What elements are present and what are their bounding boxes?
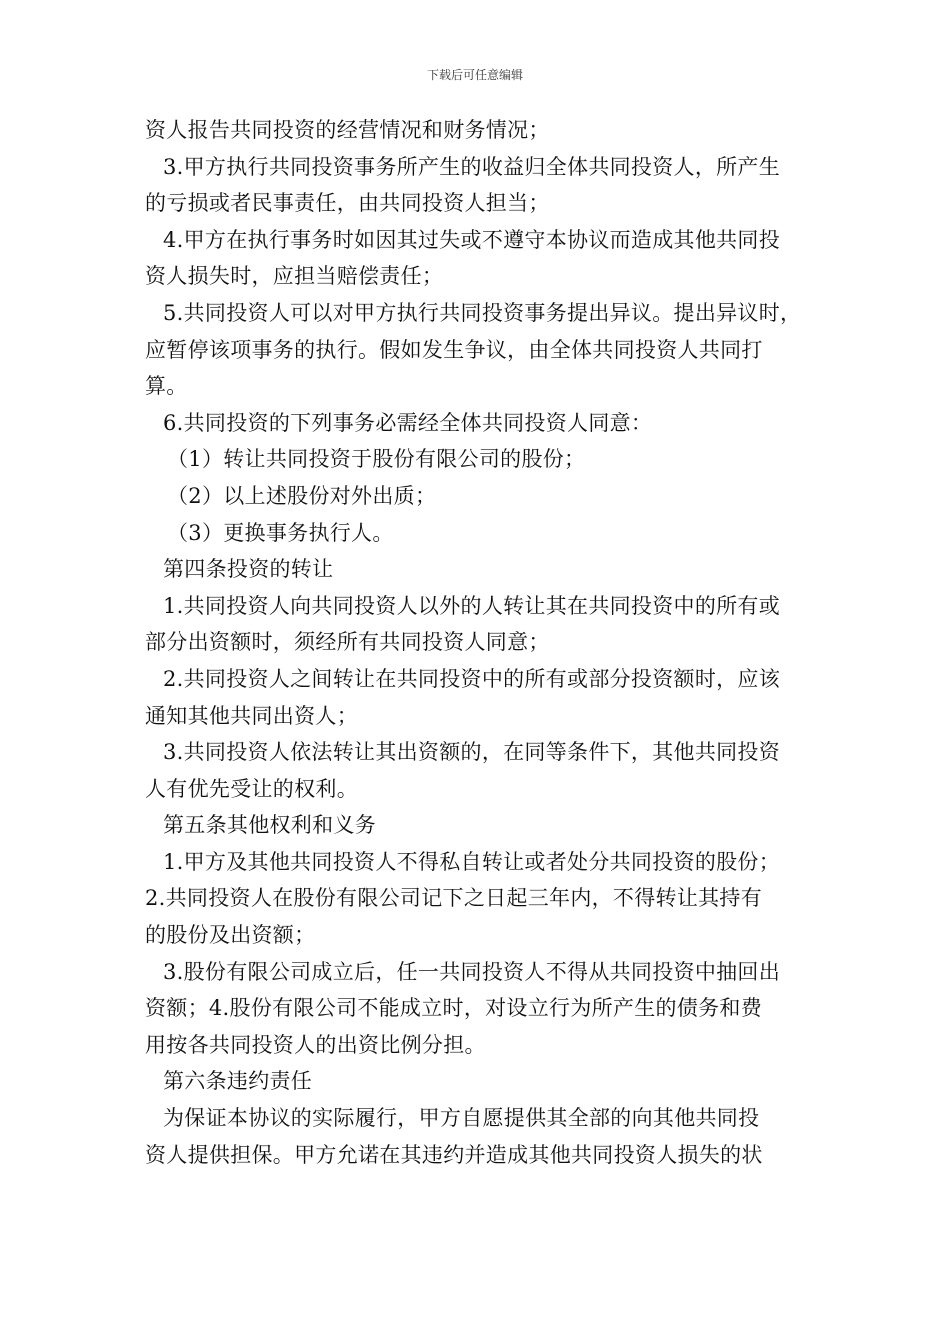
text-line: 1.共同投资人向共同投资人以外的人转让其在共同投资中的所有或: [163, 593, 781, 618]
text-line: 应暂停该项事务的执行。假如发生争议，由全体共同投资人共同打: [145, 337, 763, 362]
document-body: [145, 112, 817, 1173]
text-line: （1）转让共同投资于股份有限公司的股份；: [167, 447, 586, 472]
text-line: 4.甲方在执行事务时如因其过失或不遵守本协议而造成其他共同投: [163, 227, 781, 252]
text-line: 人有优先受让的权利。: [145, 776, 358, 801]
text-line: 部分出资额时，须经所有共同投资人同意；: [145, 630, 550, 655]
text-line: （3）更换事务执行人。: [167, 520, 394, 545]
text-line: 第四条投资的转让: [163, 557, 334, 582]
text-line: 2.共同投资人在股份有限公司记下之日起三年内，不得转让其持有: [145, 886, 763, 911]
text-line: 的亏损或者民事责任，由共同投资人担当；: [145, 191, 550, 216]
page-header: 下载后可任意编辑: [426, 68, 523, 82]
text-line: 资人提供担保。甲方允诺在其违约并造成其他共同投资人损失的状: [145, 1142, 763, 1167]
text-line: 1.甲方及其他共同投资人不得私自转让或者处分共同投资的股份；: [163, 849, 781, 874]
text-line: 3.股份有限公司成立后，任一共同投资人不得从共同投资中抽回出: [163, 959, 781, 984]
text-line: 算。: [145, 374, 188, 399]
text-line: 3.共同投资人依法转让其出资额的，在同等条件下，其他共同投资: [163, 740, 781, 765]
text-line: 资额；4.股份有限公司不能成立时，对设立行为所产生的债务和费: [145, 996, 763, 1021]
text-line: 5.共同投资人可以对甲方执行共同投资事务提出异议。提出异议时，: [163, 300, 802, 325]
text-line: 通知其他共同出资人；: [145, 703, 358, 728]
text-line: 2.共同投资人之间转让在共同投资中的所有或部分投资额时，应该: [163, 666, 781, 691]
text-line: 6.共同投资的下列事务必需经全体共同投资人同意：: [163, 410, 653, 435]
text-line: （2）以上述股份对外出质；: [167, 483, 437, 508]
text-line: 资人报告共同投资的经营情况和财务情况；: [145, 118, 550, 142]
text-line: 用按各共同投资人的出资比例分担。: [145, 1032, 486, 1057]
text-line: 资人损失时，应担当赔偿责任；: [145, 264, 444, 289]
text-line: 第五条其他权利和义务: [163, 813, 376, 838]
text-line: 的股份及出资额；: [145, 923, 316, 948]
text-line: 3.甲方执行共同投资事务所产生的收益归全体共同投资人，所产生: [163, 154, 781, 179]
text-line: 第六条违约责任: [163, 1069, 313, 1094]
text-line: 为保证本协议的实际履行，甲方自愿提供其全部的向其他共同投: [163, 1106, 760, 1131]
